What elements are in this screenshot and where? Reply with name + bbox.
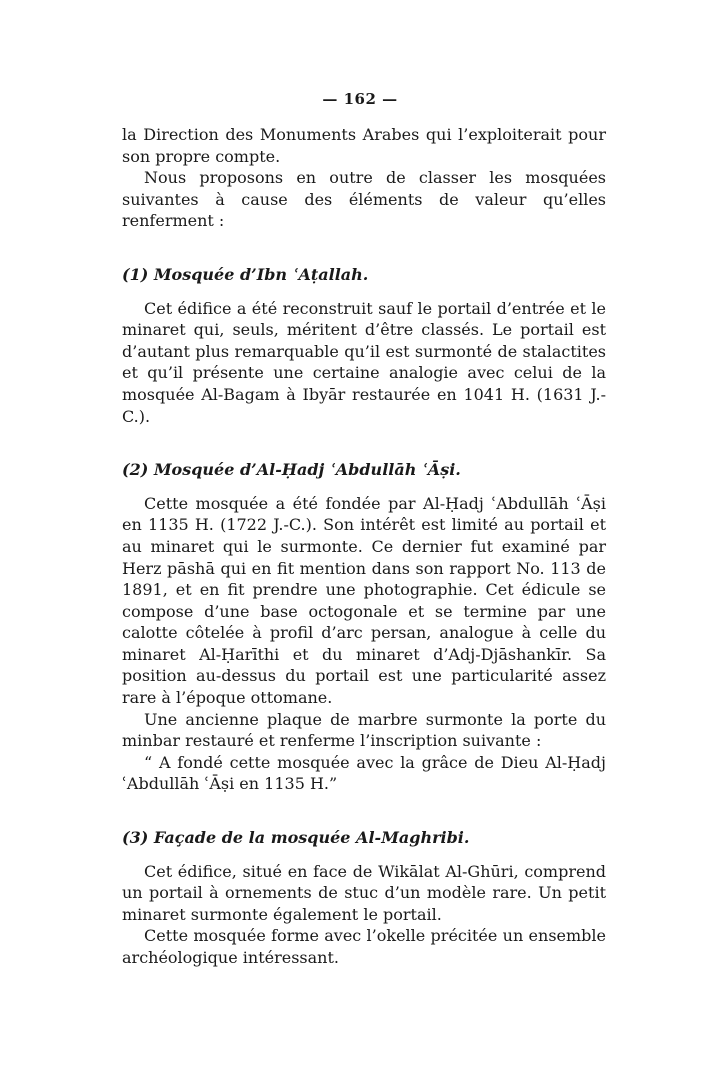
section-3-paragraph-1: Cet édifice, situé en face de Wikālat Al-Ghūri, comprend un portail à ornements de stuc d’un modèle rare. Un petit minaret surmonte également le portail. — [122, 861, 606, 924]
inscription-quote: “ A fondé cette mosquée avec la grâce de Dieu Al-Ḥadj ʿAbdullāh ʿĀṣi en 1135 H.” — [122, 752, 606, 794]
paragraph-intro-continued: la Direction des Monuments Arabes qui l’exploiterait pour son propre compte. — [122, 125, 606, 166]
paragraph-intro: Nous proposons en outre de classer les mosquées suivantes à cause des éléments de valeur qu’elles renferment : — [122, 168, 606, 231]
section-heading-2: (2) Mosquée d’Al-Ḥadj ʿAbdullāh ʿĀṣi. — [122, 460, 461, 480]
section-3-paragraph-2: Cette mosquée forme avec l’okelle précitée un ensemble archéologique intéressant. — [122, 926, 606, 967]
section-2-paragraph-1: Cette mosquée a été fondée par Al-Ḥadj ʿAbdullāh ʿĀṣi en 1135 H. (1722 J.-C.). Son intérêt est limité au portail et au minaret qui le surmonte. Ce dernier fut examiné par Herz pāshā qui en fit mention dans son rapport No. 113 de 1891, et en fit prendre une photographie. Cet édicule se compose d’une base octogonale et se termine par une calotte côtelée à profil d’arc persan, analogue à celle du minaret Al-Ḥarīthi et du minaret d’Adj-Djāshankīr. Sa position au-dessus du portail est une particularité assez rare à l’époque ottomane. — [122, 493, 606, 708]
section-1-paragraph-1: Cet édifice a été reconstruit sauf le portail d’entrée et le minaret qui, seuls, méritent d’être classés. Le portail est d’autant plus remarquable qu’il est surmonté de stalactites et qu’il présente une certaine analogie avec celui de la mosquée Al-Bagam à Ibyār restaurée en 1041 H. (1631 J.-C.). — [122, 298, 606, 426]
section-2-paragraph-2: Une ancienne plaque de marbre surmonte la porte du minbar restauré et renferme l’inscription suivante : — [122, 709, 606, 751]
section-heading-1: (1) Mosquée d’Ibn ʿAṭallah. — [122, 264, 369, 284]
page-number: — 162 — — [322, 90, 398, 108]
page-body — [122, 124, 606, 969]
section-heading-3: (3) Façade de la mosquée Al-Maghribi. — [122, 828, 470, 848]
